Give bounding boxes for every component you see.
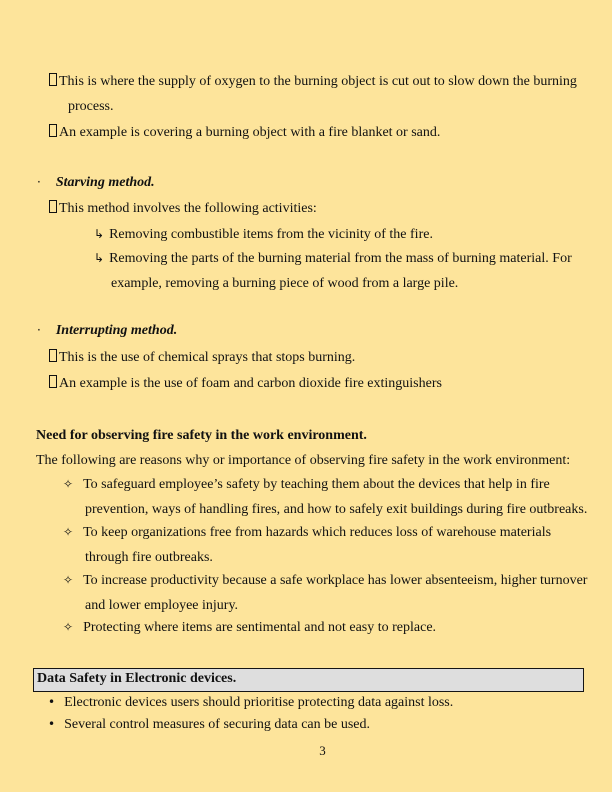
method-title-row [0, 170, 593, 195]
list-item [0, 568, 593, 618]
list-item-text: To keep organizations free from hazards which reduces loss of warehouse materials through fire outbreaks. [83, 525, 552, 565]
list-item [0, 520, 593, 570]
list-item [0, 69, 593, 119]
diamond-bullet-icon: ✧ [63, 525, 74, 539]
sub-list-item [0, 222, 593, 247]
method-title-row [0, 318, 593, 343]
data-safety-heading-text: Data Safety in Electronic devices. [37, 671, 237, 686]
list-item-text: Electronic devices users should prioritise protecting data against loss. [64, 695, 454, 710]
section-heading [0, 423, 593, 448]
diamond-bullet-icon: ✧ [63, 477, 74, 491]
list-item-text: To safeguard employee’s safety by teaching them about the devices that help in fire prevention, ways of handling fires, and how to safely exit buildings during fire outbreaks. [83, 477, 588, 517]
diamond-bullet-icon: ✧ [63, 573, 74, 587]
section-heading-text: Need for observing fire safety in the work environment. [36, 428, 367, 443]
list-item-text: This method involves the following activities: [59, 201, 317, 216]
square-bullet-icon [49, 124, 57, 137]
arrow-bullet-icon: ↳ [94, 227, 105, 241]
dot-bullet-icon: · [37, 323, 41, 337]
list-item [0, 712, 593, 737]
diamond-bullet-icon: ✧ [63, 620, 74, 634]
list-item-text: An example is the use of foam and carbon dioxide fire extinguishers [59, 376, 442, 391]
method-title: Starving method. [55, 175, 155, 190]
list-item-text: Protecting where items are sentimental and not easy to replace. [83, 620, 437, 635]
square-bullet-icon [49, 375, 57, 388]
list-item [0, 371, 593, 396]
round-bullet-icon: • [48, 717, 56, 731]
list-item-text: An example is covering a burning object with a fire blanket or sand. [59, 125, 441, 140]
list-item-text: This is the use of chemical sprays that stops burning. [59, 350, 356, 365]
method-title: Interrupting method. [55, 323, 178, 338]
square-bullet-icon [49, 73, 57, 86]
list-item [0, 120, 593, 145]
data-safety-heading-box [33, 668, 584, 692]
sub-list-item [0, 246, 593, 296]
square-bullet-icon [49, 349, 57, 362]
square-bullet-icon [49, 200, 57, 213]
dot-bullet-icon: · [37, 175, 41, 189]
sub-list-item-text: Removing combustible items from the vicinity of the fire. [109, 227, 433, 242]
arrow-bullet-icon: ↳ [94, 251, 105, 265]
list-item [0, 345, 593, 370]
sub-list-item-text: Removing the parts of the burning material from the mass of burning material. For example, removing a burning piece of wood from a large pile. [109, 251, 572, 291]
page-number: 3 [319, 743, 326, 758]
list-item [0, 196, 593, 221]
list-item [0, 615, 593, 640]
list-item [0, 472, 593, 522]
list-item-text: To increase productivity because a safe workplace has lower absenteeism, higher turnover and lower employee injury. [83, 573, 588, 613]
paragraph [0, 448, 593, 473]
list-item-text: This is where the supply of oxygen to the burning object is cut out to slow down the burning process. [59, 74, 577, 114]
list-item-text: Several control measures of securing data can be used. [64, 717, 371, 732]
round-bullet-icon: • [48, 695, 56, 709]
paragraph-text: The following are reasons why or importance of observing fire safety in the work environment: [36, 453, 571, 468]
